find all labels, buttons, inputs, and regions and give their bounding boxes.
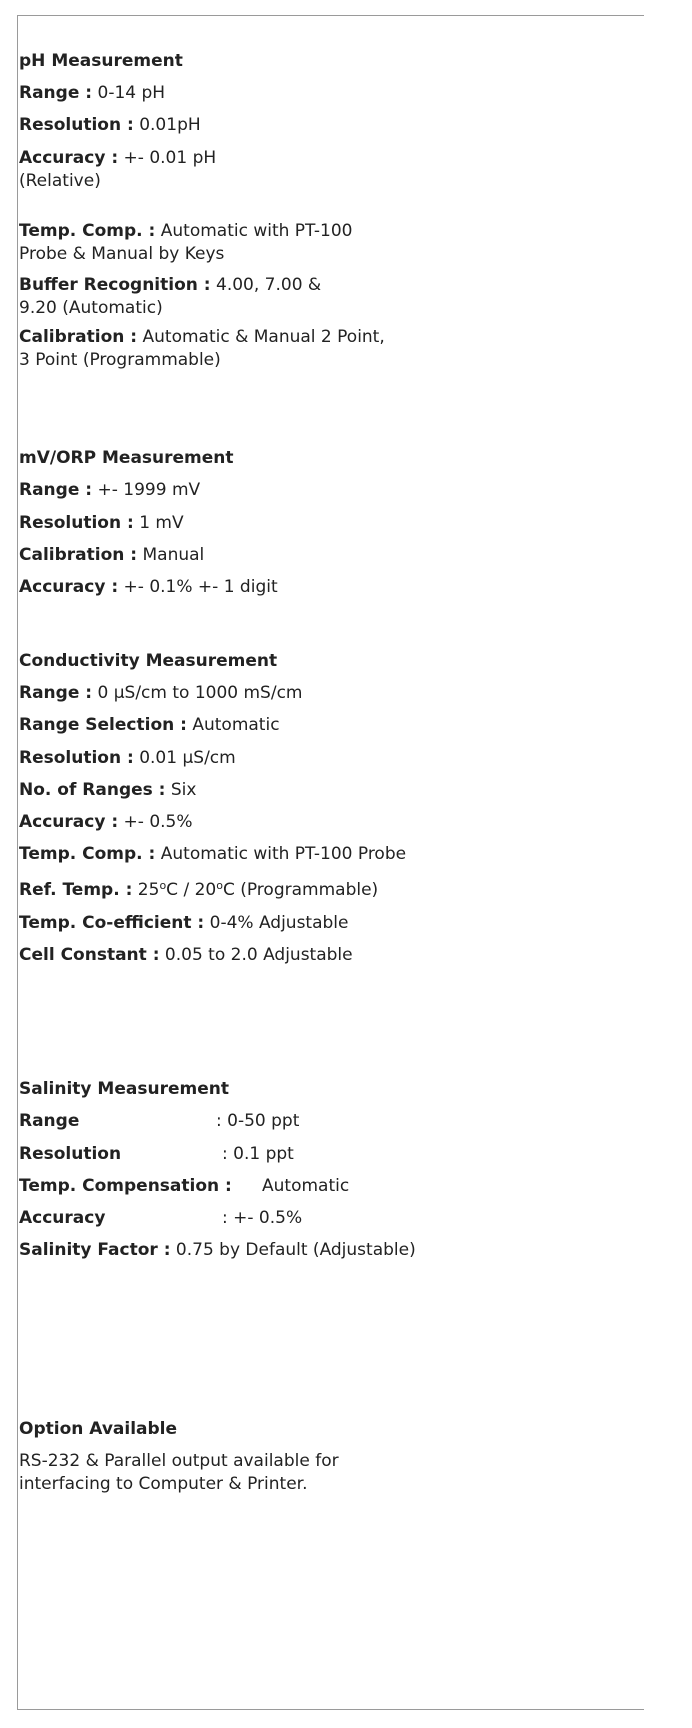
ph-resolution: Resolution : 0.01pH bbox=[19, 115, 201, 135]
mv-calibration: Calibration : Manual bbox=[19, 545, 205, 565]
option-heading: Option Available bbox=[19, 1419, 178, 1439]
cond-temp-comp: Temp. Comp. : Automatic with PT-100 Probe bbox=[19, 844, 407, 864]
cond-range: Range : 0 µS/cm to 1000 mS/cm bbox=[19, 683, 303, 703]
mv-heading: mV/ORP Measurement bbox=[19, 448, 234, 468]
cond-temp-coefficient: Temp. Co-efficient : 0-4% Adjustable bbox=[19, 913, 349, 933]
ph-buffer-recognition: Buffer Recognition : 4.00, 7.00 & 9.20 (Automatic) bbox=[19, 275, 322, 318]
cond-ref-temp: Ref. Temp. : 25$^o$C / 20$^o$C (Programmable) bbox=[19, 879, 379, 900]
cond-resolution: Resolution : 0.01 µS/cm bbox=[19, 748, 236, 768]
cond-accuracy: Accuracy : +- 0.5% bbox=[19, 812, 193, 832]
ph-calibration: Calibration : Automatic & Manual 2 Point, 3 Point (Programmable) bbox=[19, 327, 385, 370]
ph-range: Range : 0-14 pH bbox=[19, 83, 166, 103]
cond-no-of-ranges: No. of Ranges : Six bbox=[19, 780, 197, 800]
sal-resolution: Resolution : 0.1 ppt bbox=[19, 1144, 294, 1164]
mv-accuracy: Accuracy : +- 0.1% +- 1 digit bbox=[19, 577, 278, 597]
ph-temp-comp: Temp. Comp. : Automatic with PT-100 Probe & Manual by Keys bbox=[19, 221, 353, 264]
mv-range: Range : +- 1999 mV bbox=[19, 480, 201, 500]
sal-accuracy: Accuracy : +- 0.5% bbox=[19, 1208, 303, 1228]
sal-factor: Salinity Factor : 0.75 by Default (Adjustable) bbox=[19, 1240, 416, 1260]
mv-resolution: Resolution : 1 mV bbox=[19, 513, 184, 533]
cond-cell-constant: Cell Constant : 0.05 to 2.0 Adjustable bbox=[19, 945, 353, 965]
cond-range-selection: Range Selection : Automatic bbox=[19, 715, 280, 735]
ph-accuracy: Accuracy : +- 0.01 pH (Relative) bbox=[19, 148, 217, 191]
ph-heading: pH Measurement bbox=[19, 51, 183, 71]
sal-temp-compensation: Temp. Compensation : Automatic bbox=[19, 1176, 350, 1196]
cond-heading: Conductivity Measurement bbox=[19, 651, 278, 671]
sal-heading: Salinity Measurement bbox=[19, 1079, 229, 1099]
sal-range: Range : 0-50 ppt bbox=[19, 1111, 300, 1131]
spec-sheet bbox=[17, 15, 644, 1710]
option-text: RS-232 & Parallel output available for interfacing to Computer & Printer. bbox=[19, 1451, 339, 1494]
